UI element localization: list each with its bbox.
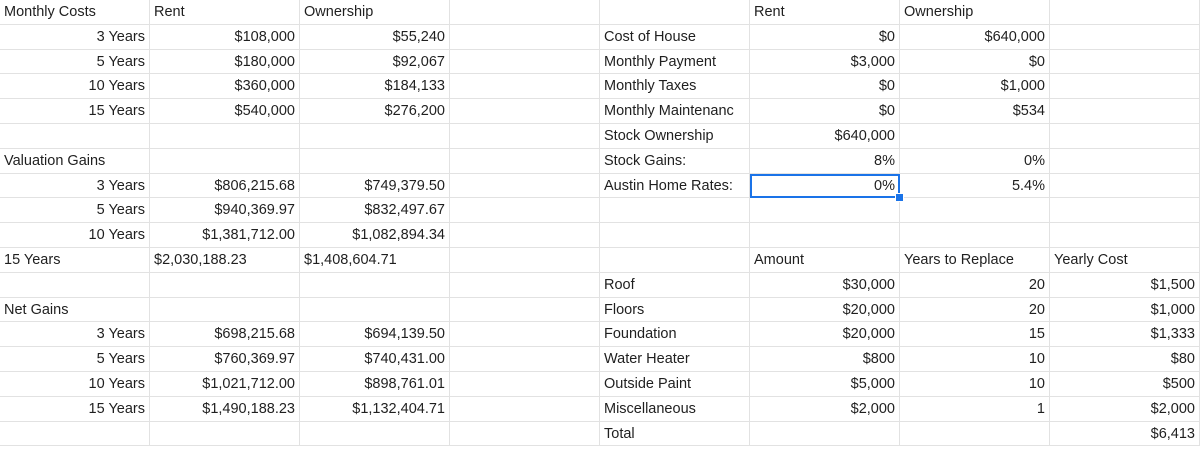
cell-f13[interactable]: $20,000	[750, 298, 900, 323]
cell-g3[interactable]: $0	[900, 50, 1050, 75]
cell-h8[interactable]	[1050, 174, 1200, 199]
cell-b12[interactable]	[150, 273, 300, 298]
cell-a5[interactable]: 15 Years	[0, 99, 150, 124]
cell-b2[interactable]: $108,000	[150, 25, 300, 50]
cell-a10[interactable]: 10 Years	[0, 223, 150, 248]
cell-a18[interactable]	[0, 422, 150, 447]
cell-c5[interactable]: $276,200	[300, 99, 450, 124]
cell-e12[interactable]: Roof	[600, 273, 750, 298]
cell-d3[interactable]	[450, 50, 600, 75]
cell-a3[interactable]: 5 Years	[0, 50, 150, 75]
cell-f3[interactable]: $3,000	[750, 50, 900, 75]
cell-e7[interactable]: Stock Gains:	[600, 149, 750, 174]
cell-d8[interactable]	[450, 174, 600, 199]
cell-f5[interactable]: $0	[750, 99, 900, 124]
cell-a16[interactable]: 10 Years	[0, 372, 150, 397]
cell-a1[interactable]: Monthly Costs	[0, 0, 150, 25]
cell-e9[interactable]	[600, 198, 750, 223]
cell-c4[interactable]: $184,133	[300, 74, 450, 99]
cell-d6[interactable]	[450, 124, 600, 149]
cell-d12[interactable]	[450, 273, 600, 298]
cell-g1[interactable]: Ownership	[900, 0, 1050, 25]
cell-d14[interactable]	[450, 322, 600, 347]
cell-h1[interactable]	[1050, 0, 1200, 25]
cell-h9[interactable]	[1050, 198, 1200, 223]
cell-g13[interactable]: 20	[900, 298, 1050, 323]
cell-c16[interactable]: $898,761.01	[300, 372, 450, 397]
cell-a11[interactable]: 15 Years	[0, 248, 150, 273]
cell-h17[interactable]: $2,000	[1050, 397, 1200, 422]
cell-d10[interactable]	[450, 223, 600, 248]
cell-b8[interactable]: $806,215.68	[150, 174, 300, 199]
cell-g8[interactable]: 5.4%	[900, 174, 1050, 199]
cell-f12[interactable]: $30,000	[750, 273, 900, 298]
cell-g14[interactable]: 15	[900, 322, 1050, 347]
cell-g7[interactable]: 0%	[900, 149, 1050, 174]
cell-c18[interactable]	[300, 422, 450, 447]
cell-e10[interactable]	[600, 223, 750, 248]
cell-b9[interactable]: $940,369.97	[150, 198, 300, 223]
cell-b5[interactable]: $540,000	[150, 99, 300, 124]
cell-f15[interactable]: $800	[750, 347, 900, 372]
cell-c1[interactable]: Ownership	[300, 0, 450, 25]
cell-d9[interactable]	[450, 198, 600, 223]
cell-d5[interactable]	[450, 99, 600, 124]
cell-g12[interactable]: 20	[900, 273, 1050, 298]
cell-b17[interactable]: $1,490,188.23	[150, 397, 300, 422]
cell-h4[interactable]	[1050, 74, 1200, 99]
cell-b1[interactable]: Rent	[150, 0, 300, 25]
cell-d16[interactable]	[450, 372, 600, 397]
cell-h14[interactable]: $1,333	[1050, 322, 1200, 347]
cell-d11[interactable]	[450, 248, 600, 273]
cell-c3[interactable]: $92,067	[300, 50, 450, 75]
cell-b13[interactable]	[150, 298, 300, 323]
cell-a7[interactable]: Valuation Gains	[0, 149, 150, 174]
cell-c12[interactable]	[300, 273, 450, 298]
cell-a17[interactable]: 15 Years	[0, 397, 150, 422]
cell-g4[interactable]: $1,000	[900, 74, 1050, 99]
cell-a15[interactable]: 5 Years	[0, 347, 150, 372]
cell-f10[interactable]	[750, 223, 900, 248]
cell-d18[interactable]	[450, 422, 600, 447]
cell-c15[interactable]: $740,431.00	[300, 347, 450, 372]
cell-h11[interactable]: Yearly Cost	[1050, 248, 1200, 273]
cell-d15[interactable]	[450, 347, 600, 372]
cell-d2[interactable]	[450, 25, 600, 50]
cell-e13[interactable]: Floors	[600, 298, 750, 323]
cell-e18[interactable]: Total	[600, 422, 750, 447]
cell-f6[interactable]: $640,000	[750, 124, 900, 149]
cell-e5[interactable]: Monthly Maintenanc	[600, 99, 750, 124]
cell-b7[interactable]	[150, 149, 300, 174]
cell-h16[interactable]: $500	[1050, 372, 1200, 397]
cell-e14[interactable]: Foundation	[600, 322, 750, 347]
cell-e3[interactable]: Monthly Payment	[600, 50, 750, 75]
cell-c6[interactable]	[300, 124, 450, 149]
cell-d13[interactable]	[450, 298, 600, 323]
cell-a4[interactable]: 10 Years	[0, 74, 150, 99]
cell-g10[interactable]	[900, 223, 1050, 248]
cell-a9[interactable]: 5 Years	[0, 198, 150, 223]
cell-h18[interactable]: $6,413	[1050, 422, 1200, 447]
cell-d7[interactable]	[450, 149, 600, 174]
cell-e11[interactable]	[600, 248, 750, 273]
cell-c10[interactable]: $1,082,894.34	[300, 223, 450, 248]
cell-f14[interactable]: $20,000	[750, 322, 900, 347]
cell-b11[interactable]: $2,030,188.23	[150, 248, 300, 273]
cell-e15[interactable]: Water Heater	[600, 347, 750, 372]
cell-g16[interactable]: 10	[900, 372, 1050, 397]
cell-a13[interactable]: Net Gains	[0, 298, 150, 323]
cell-f8[interactable]: 0%	[750, 174, 900, 199]
cell-b3[interactable]: $180,000	[150, 50, 300, 75]
cell-d4[interactable]	[450, 74, 600, 99]
cell-f11[interactable]: Amount	[750, 248, 900, 273]
cell-h13[interactable]: $1,000	[1050, 298, 1200, 323]
cell-h12[interactable]: $1,500	[1050, 273, 1200, 298]
cell-g5[interactable]: $534	[900, 99, 1050, 124]
cell-g6[interactable]	[900, 124, 1050, 149]
cell-d17[interactable]	[450, 397, 600, 422]
cell-f17[interactable]: $2,000	[750, 397, 900, 422]
cell-e1[interactable]	[600, 0, 750, 25]
cell-g17[interactable]: 1	[900, 397, 1050, 422]
cell-h2[interactable]	[1050, 25, 1200, 50]
cell-c8[interactable]: $749,379.50	[300, 174, 450, 199]
cell-a14[interactable]: 3 Years	[0, 322, 150, 347]
cell-g15[interactable]: 10	[900, 347, 1050, 372]
cell-h6[interactable]	[1050, 124, 1200, 149]
cell-e4[interactable]: Monthly Taxes	[600, 74, 750, 99]
cell-g11[interactable]: Years to Replace	[900, 248, 1050, 273]
cell-b10[interactable]: $1,381,712.00	[150, 223, 300, 248]
cell-c2[interactable]: $55,240	[300, 25, 450, 50]
cell-h3[interactable]	[1050, 50, 1200, 75]
cell-c9[interactable]: $832,497.67	[300, 198, 450, 223]
cell-f7[interactable]: 8%	[750, 149, 900, 174]
cell-b6[interactable]	[150, 124, 300, 149]
cell-f1[interactable]: Rent	[750, 0, 900, 25]
cell-e8[interactable]: Austin Home Rates:	[600, 174, 750, 199]
cell-f4[interactable]: $0	[750, 74, 900, 99]
cell-b14[interactable]: $698,215.68	[150, 322, 300, 347]
cell-b4[interactable]: $360,000	[150, 74, 300, 99]
fill-handle[interactable]	[895, 193, 904, 202]
cell-c13[interactable]	[300, 298, 450, 323]
cell-g9[interactable]	[900, 198, 1050, 223]
cell-g18[interactable]	[900, 422, 1050, 447]
cell-g2[interactable]: $640,000	[900, 25, 1050, 50]
cell-a8[interactable]: 3 Years	[0, 174, 150, 199]
cell-f18[interactable]	[750, 422, 900, 447]
cell-b15[interactable]: $760,369.97	[150, 347, 300, 372]
cell-a12[interactable]	[0, 273, 150, 298]
cell-h7[interactable]	[1050, 149, 1200, 174]
cell-f16[interactable]: $5,000	[750, 372, 900, 397]
cell-e17[interactable]: Miscellaneous	[600, 397, 750, 422]
cell-c7[interactable]	[300, 149, 450, 174]
cell-e2[interactable]: Cost of House	[600, 25, 750, 50]
cell-c14[interactable]: $694,139.50	[300, 322, 450, 347]
cell-d1[interactable]	[450, 0, 600, 25]
cell-a2[interactable]: 3 Years	[0, 25, 150, 50]
cell-b18[interactable]	[150, 422, 300, 447]
cell-h10[interactable]	[1050, 223, 1200, 248]
cell-a6[interactable]	[0, 124, 150, 149]
cell-e6[interactable]: Stock Ownership	[600, 124, 750, 149]
cell-h15[interactable]: $80	[1050, 347, 1200, 372]
cell-f9[interactable]	[750, 198, 900, 223]
cell-c17[interactable]: $1,132,404.71	[300, 397, 450, 422]
cell-b16[interactable]: $1,021,712.00	[150, 372, 300, 397]
cell-e16[interactable]: Outside Paint	[600, 372, 750, 397]
cell-f2[interactable]: $0	[750, 25, 900, 50]
cell-h5[interactable]	[1050, 99, 1200, 124]
cell-c11[interactable]: $1,408,604.71	[300, 248, 450, 273]
